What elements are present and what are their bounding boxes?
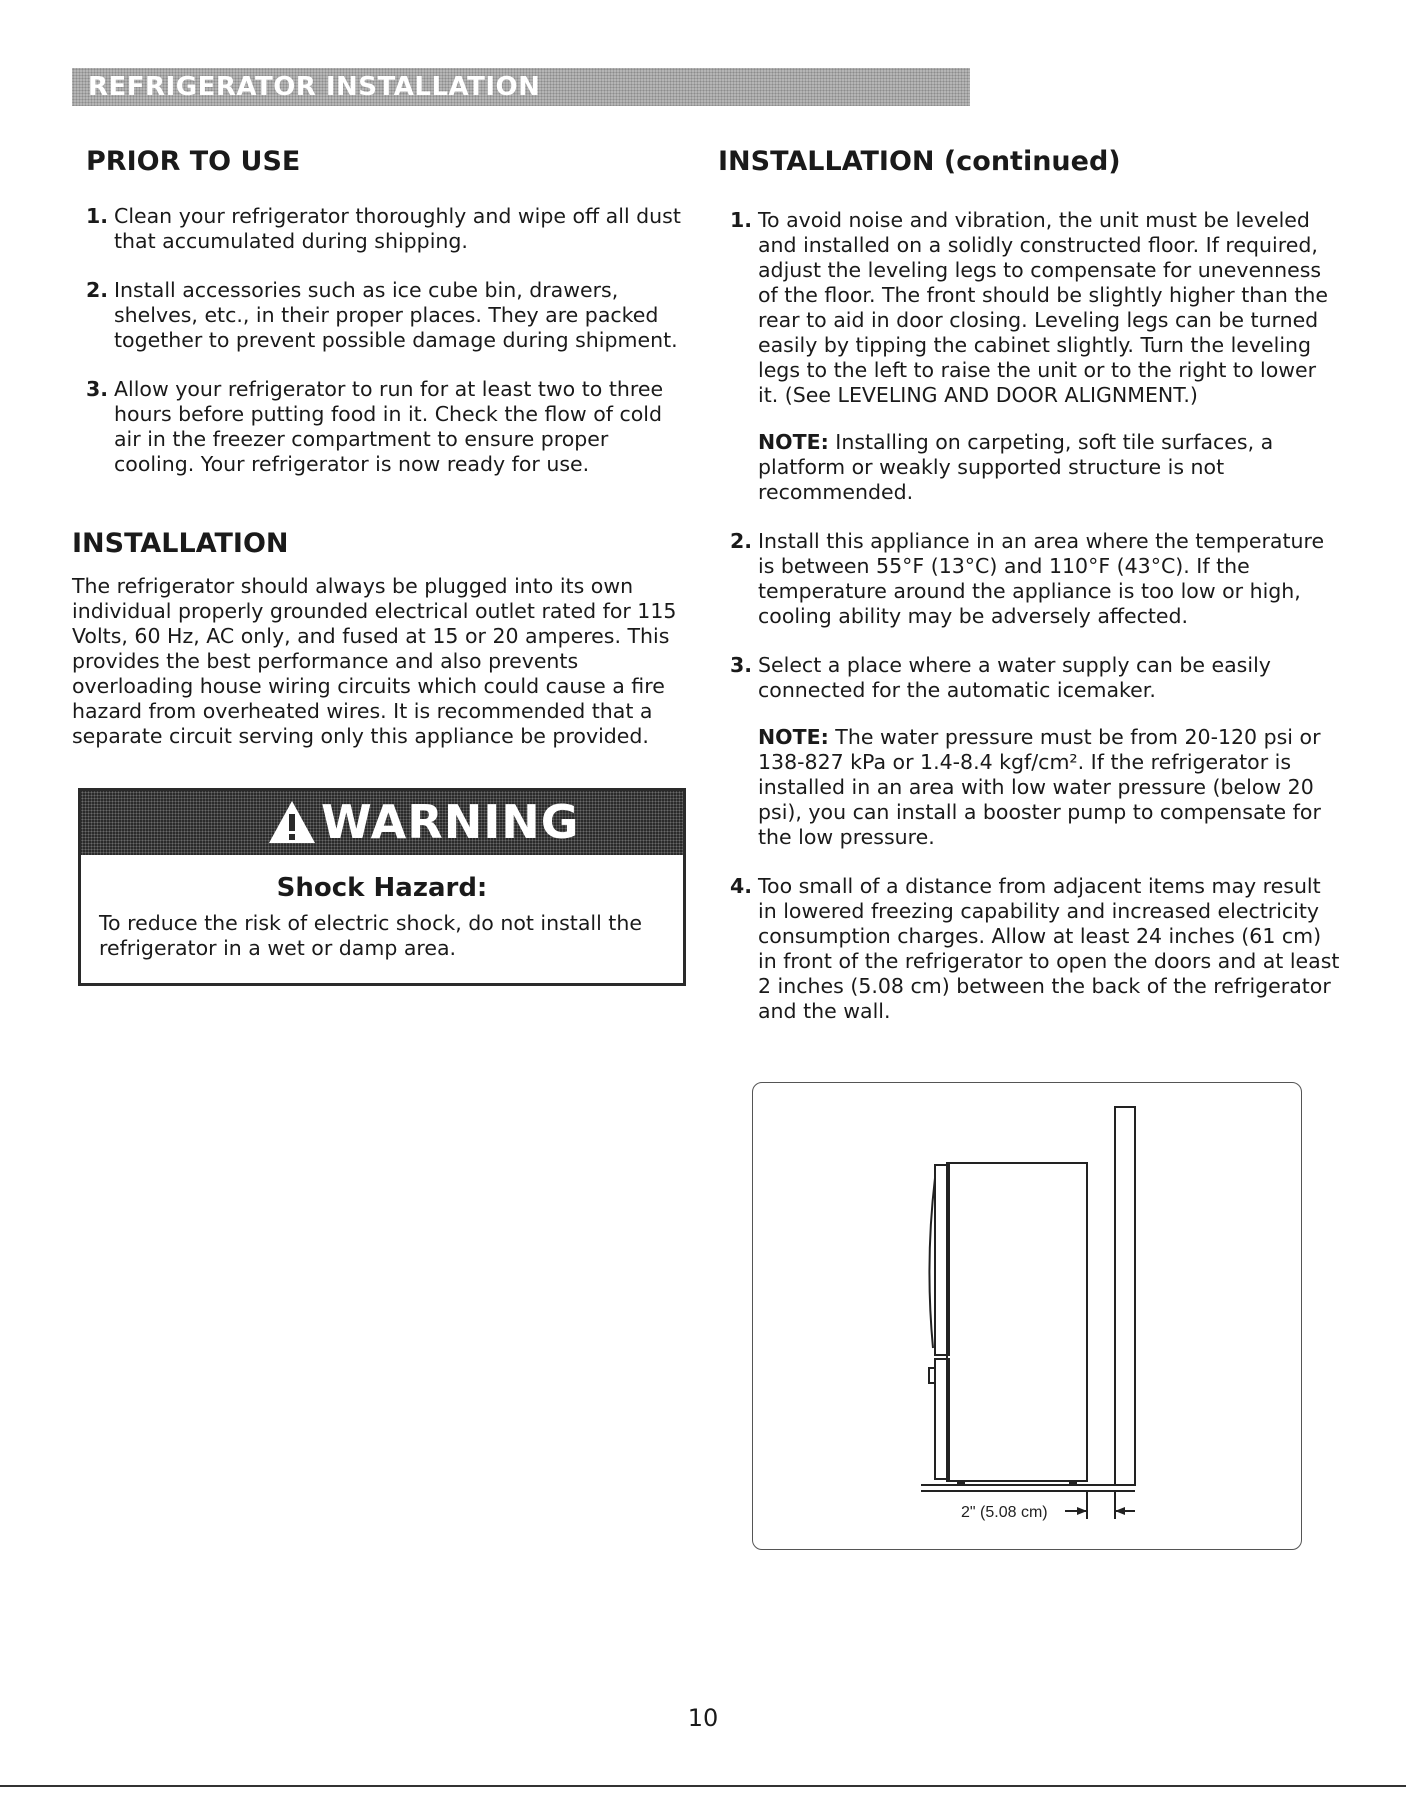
note-label: NOTE: [758,430,829,454]
installation-continued-heading: INSTALLATION (continued) [718,146,1121,177]
list-item-text: Install this appliance in an area where the temperature is between 55°F (13°C) and 110°F (43°C). If the temperature around the appliance is too low or high, cooling ability may be adversely affected. [758,529,1325,628]
leveling-leg [1069,1481,1077,1485]
wall-shape [1115,1107,1135,1485]
arrow-left-icon [1115,1507,1125,1515]
list-item-text: Install accessories such as ice cube bin, drawers, shelves, etc., in their proper places. They are packed together to prevent possible damage during shipment. [114,278,678,352]
list-item-number: 1. [730,208,753,232]
list-item-number: 4. [730,874,753,898]
refrigerator-clearance-diagram [753,1083,1301,1549]
list-item-number: 1. [86,204,109,228]
list-item [730,208,1342,505]
page-number: 10 [687,1704,719,1732]
installation-continued-list [730,208,1342,1048]
list-item-text: Select a place where a water supply can be easily connected for the automatic icemaker. [758,653,1271,702]
warning-box [78,788,686,986]
list-item-number: 3. [730,653,753,677]
list-item [730,874,1342,1024]
list-item-number: 2. [730,529,753,553]
note [758,430,1342,505]
note-text: The water pressure must be from 20-120 psi or 138-827 kPa or 1.4-8.4 kgf/cm². If the refrigerator is installed in an area with low water pressure (below 20 psi), you can install a booster pump to compensate for the low pressure. [758,725,1321,849]
prior-to-use-list [86,204,686,501]
section-header-bar [72,68,970,106]
warning-triangle-icon [267,799,317,845]
warning-banner [81,791,683,855]
list-item [86,278,686,353]
arrow-right-icon [1077,1507,1087,1515]
prior-to-use-heading: PRIOR TO USE [86,146,301,177]
list-item [86,204,686,254]
note [758,725,1342,850]
dimension-label: 2" (5.08 cm) [961,1504,1048,1521]
refrigerator-body [947,1163,1087,1481]
list-item [730,529,1342,629]
warning-label: WARNING [321,795,580,849]
note-label: NOTE: [758,725,829,749]
bottom-rule [0,1785,1406,1787]
warning-subtitle: Shock Hazard: [276,873,488,903]
list-item [730,653,1342,850]
note-text: Installing on carpeting, soft tile surfaces, a platform or weakly supported structure is not recommended. [758,430,1274,504]
installation-paragraph: The refrigerator should always be plugged into its own individual properly grounded electrical outlet rated for 115 Volts, 60 Hz, AC only, and fused at 15 or 20 amperes. This provides the best performance and also prevents overloading house wiring circuits which could cause a fire hazard from overheated wires. It is recommended that a separate circuit serving only this appliance be provided. [72,574,677,748]
warning-text: To reduce the risk of electric shock, do not install the refrigerator in a wet or damp area. [99,911,642,960]
leveling-leg [957,1481,965,1485]
list-item [86,377,686,477]
list-item-text: Allow your refrigerator to run for at least two to three hours before putting food in it. Check the flow of cold air in the freezer compartment to ensure proper cooling. Your refrigerator is now ready for use. [114,377,664,476]
list-item-number: 2. [86,278,109,302]
installation-heading: INSTALLATION [72,528,289,559]
list-item-text: Too small of a distance from adjacent items may result in lowered freezing capability and increased electricity consumption charges. Allow at least 24 inches (61 cm) in front of the refrigerator to open the doors and at least 2 inches (5.08 cm) between the back of the refrigerator and the wall. [758,874,1340,1023]
section-header-title: REFRIGERATOR INSTALLATION [88,72,541,102]
clearance-diagram-frame [752,1082,1302,1550]
list-item-text: To avoid noise and vibration, the unit must be leveled and installed on a solidly constructed floor. If required, adjust the leveling legs to compensate for unevenness of the floor. The front should be slightly higher than the rear to aid in door closing. Leveling legs can be turned easily by tipping the cabinet slightly. Turn the leveling legs to the left to raise the unit or to the right to lower it. (See LEVELING AND DOOR ALIGNMENT.) [758,208,1328,407]
list-item-text: Clean your refrigerator thoroughly and wipe off all dust that accumulated during shipping. [114,204,681,253]
list-item-number: 3. [86,377,109,401]
